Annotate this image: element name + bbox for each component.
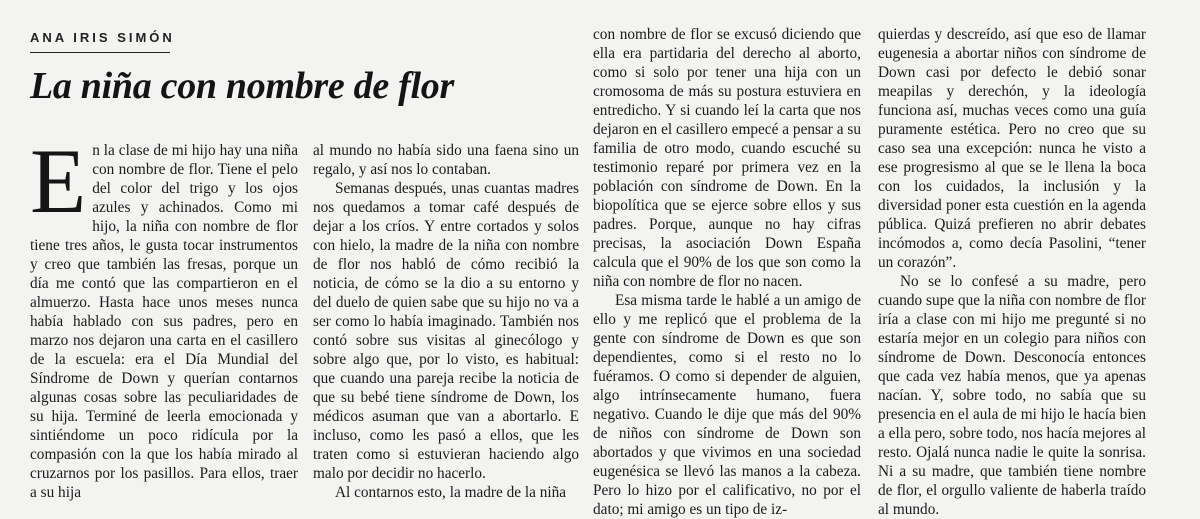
paragraph: al mundo no había sido una faena sino un regalo, y así nos lo contaban. xyxy=(313,142,579,178)
article-column-4 xyxy=(878,25,1146,519)
paragraph: Al contarnos esto, la madre de la niña xyxy=(335,484,567,501)
drop-cap: E xyxy=(30,130,87,232)
byline: ANA IRIS SIMÓN xyxy=(30,30,175,45)
paragraph: con nombre de flor se excusó diciendo que ella era partidaria del derecho al aborto, como si solo por tener una hija con un cromosoma de más su postura estuviera en entredicho. Y si cuando leí la carta que nos dejaron en el casillero empecé a pensar a su familia de otro modo, cuando escuché su testimonio reparé por primera vez en la población con síndrome de Down. En la biopolítica que se ejerce sobre ellos y sus padres. Porque, aunque no hay cifras precisas, la asociación Down España calcula que el 90% de los que son como la niña con nombre de flor no nacen. xyxy=(593,26,861,290)
article-title: La niña con nombre de flor xyxy=(30,65,454,107)
article-column-2 xyxy=(313,141,579,502)
paragraph: quierdas y descreído, así que eso de llamar eugenesia a abortar niños con síndrome de Down casi por defecto le debió sonar meapilas y derechón, y la ideología funciona así, muchas veces como una guía puramente estética. Pero no creo que su caso sea una excepción: nunca he visto a ese progresismo al que se le llena la boca con los cuidados, la inclusión y la diversidad poner esta cuestión en la agenda pública. Quizá prefieren no abrir debates incómodos a, como decía Pasolini, “tener un corazón”. xyxy=(878,26,1146,271)
article-column-1 xyxy=(30,130,298,502)
article-column-3 xyxy=(593,25,861,519)
paragraph: No se lo confesé a su madre, pero cuando supe que la niña con nombre de flor iría a clase con mi hijo me pregunté si no estaría mejor en un colegio para niños con síndrome de Down. Desconocía entonces que cada vez había menos, que ya apenas nacían. Y, sobre todo, no sabía que su presencia en el aula de mi hijo le hacía bien a ella pero, sobre todo, nos hacía mejores al resto. Ojalá nunca nadie le quite la sonrisa. Ni a su madre, que también tiene nombre de flor, el orgullo valiente de haberla traído al mundo. xyxy=(878,273,1146,518)
paragraph: Esa misma tarde le hablé a un amigo de ello y me replicó que el problema de la gente con síndrome de Down es que son dependientes, como si el resto no lo fuéramos. O como si depender de alguien, algo intrínsecamente humano, fuera negativo. Cuando le dije que más del 90% de niños con síndrome de Down son abortados y que vivimos en una sociedad eugenésica se llevó las manos a la cabeza. Pero lo hizo por el calificativo, no por el dato; mi amigo es un tipo de iz- xyxy=(593,292,861,518)
paragraph: n la clase de mi hijo hay una niña con nombre de flor. Tiene el pelo del color del trigo y los ojos azules y achinados. Como mi hijo, la niña con nombre de flor tiene tres años, le gusta tocar instrumentos y creo que también las fresas, porque un día me contó que las compartieron en el almuerzo. Hasta hace unos meses nunca había hablado con sus padres, pero en marzo nos dejaron una carta en el casillero de la escuela: era el Día Mundial del Síndrome de Down y querían contarnos algunas cosas sobre las peculiaridades de su hija. Terminé de leerla emocionada y sintiéndome un poco ridícula por la compasión con la que los había mirado al cruzarnos por los pasillos. Para ellos, traer a su hija xyxy=(30,142,298,501)
byline-rule xyxy=(30,52,170,53)
paragraph: Semanas después, unas cuantas madres nos quedamos a tomar café después de dejar a los críos. Y entre cortados y solos con hielo, la madre de la niña con nombre de flor nos habló de cómo recibió la noticia, de cómo se la dio a su entorno y del duelo de quien sabe que su hijo no va a ser como lo había imaginado. También nos contó sobre sus visitas al ginecólogo y sobre algo que, por lo visto, es habitual: que cuando una pareja recibe la noticia de que su bebé tiene síndrome de Down, los médicos asuman que van a abortarlo. E incluso, como les pasó a ellos, que les traten como si estuvieran haciendo algo malo por decidir no hacerlo. xyxy=(313,180,579,482)
